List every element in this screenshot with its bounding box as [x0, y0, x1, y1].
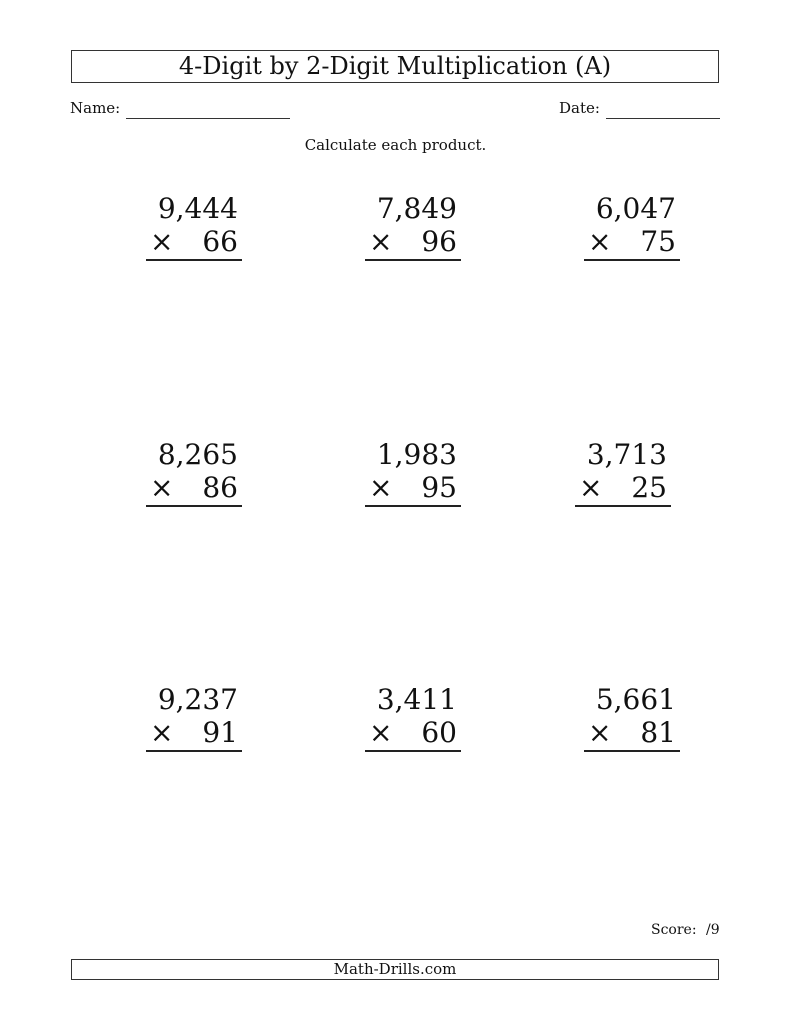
problem-3 [570, 192, 680, 261]
multiplier: 25 [631, 471, 667, 504]
answer-line [584, 750, 680, 752]
multiplier: 86 [202, 471, 238, 504]
answer-line [146, 505, 242, 507]
date-label: Date: [559, 99, 600, 117]
multiplier: 81 [640, 716, 676, 749]
multiplier: 60 [421, 716, 457, 749]
times-sign: × [150, 471, 174, 504]
problem-2 [351, 192, 461, 261]
times-sign: × [150, 716, 174, 749]
multiplicand: 3,713 [586, 438, 667, 471]
multiplier: 66 [202, 225, 238, 258]
multiplicand: 1,983 [376, 438, 457, 471]
multiplier: 96 [421, 225, 457, 258]
answer-line [365, 750, 461, 752]
answer-line [146, 259, 242, 261]
times-sign: × [588, 716, 612, 749]
name-label: Name: [70, 99, 121, 117]
problem-5 [351, 438, 461, 507]
multiplicand: 3,411 [376, 683, 457, 716]
problem-7 [132, 683, 242, 752]
problem-9 [570, 683, 680, 752]
problem-8 [351, 683, 461, 752]
score-label: Score: [651, 922, 697, 938]
multiplicand: 9,237 [157, 683, 238, 716]
multiplier: 75 [640, 225, 676, 258]
instructions: Calculate each product. [304, 136, 487, 154]
worksheet-title: 4-Digit by 2-Digit Multiplication (A) [71, 50, 719, 83]
problem-4 [132, 438, 242, 507]
times-sign: × [369, 716, 393, 749]
date-blank-line [606, 118, 720, 119]
problem-6 [561, 438, 671, 507]
multiplicand: 6,047 [595, 192, 676, 225]
multiplicand: 8,265 [157, 438, 238, 471]
times-sign: × [150, 225, 174, 258]
answer-line [146, 750, 242, 752]
times-sign: × [588, 225, 612, 258]
times-sign: × [579, 471, 603, 504]
answer-line [365, 505, 461, 507]
multiplier: 95 [421, 471, 457, 504]
score-total: /9 [706, 922, 720, 938]
answer-line [584, 259, 680, 261]
multiplicand: 5,661 [595, 683, 676, 716]
problem-1 [132, 192, 242, 261]
multiplicand: 7,849 [376, 192, 457, 225]
answer-line [575, 505, 671, 507]
multiplier: 91 [202, 716, 238, 749]
name-blank-line [126, 118, 290, 119]
answer-line [365, 259, 461, 261]
times-sign: × [369, 225, 393, 258]
multiplicand: 9,444 [157, 192, 238, 225]
footer-site-name: Math-Drills.com [71, 959, 719, 980]
times-sign: × [369, 471, 393, 504]
